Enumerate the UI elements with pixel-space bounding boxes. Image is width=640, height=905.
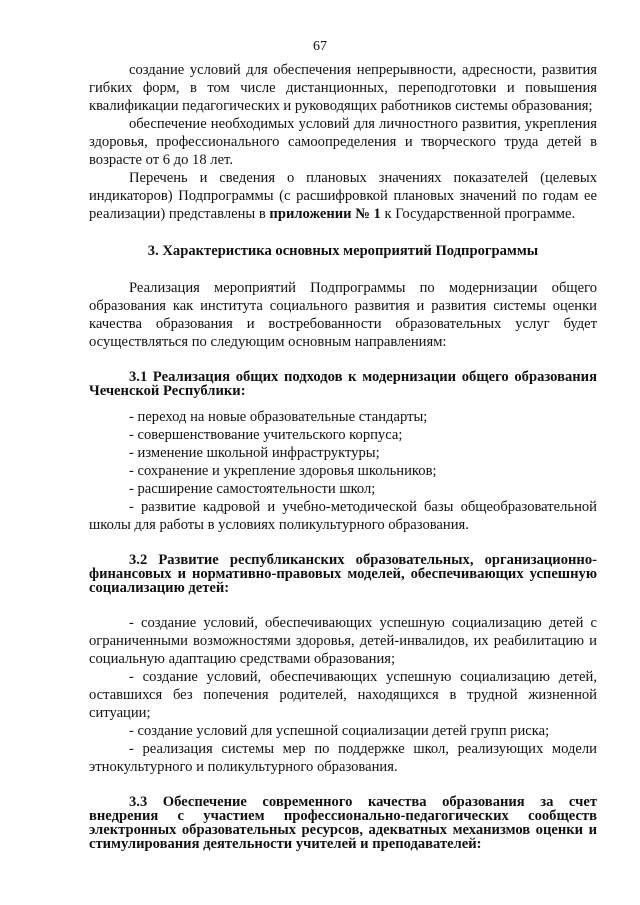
list-item: - совершенствование учительского корпуса; [129, 427, 403, 443]
intro-paragraph: Реализация мероприятий Подпрограммы по модернизации общего образования как института социального развития и развития системы оценки качества образования и востребованности образовательных услуг будет осуществляться по следующим основным направлениям: [89, 280, 597, 350]
indicators-paragraph [89, 169, 597, 223]
subsection-3-2-title: 3.2 Развитие республиканских образовательных, организационно-финансовых и нормативно-правовых моделей, обеспечивающих успешную социализацию детей: [89, 552, 597, 596]
list-item: - создание условий, обеспечивающих успешную социализацию детей, оставшихся без попечения родителей, находящихся в трудной жизненной ситуации; [89, 669, 597, 721]
list-item: - переход на новые образовательные стандарты; [129, 409, 428, 425]
list-item: - создание условий для успешной социализации детей групп риска; [129, 723, 550, 739]
subsection-3-1-title: 3.1 Реализация общих подходов к модернизации общего образования Чеченской Республики: [89, 369, 597, 399]
subsection-3-3-title: 3.3 Обеспечение современного качества образования за счет внедрения с участием профессионально-педагогических сообществ электронных образовательных ресурсов, адекватных механизмов оценки и стимулирования деятельности учителей и преподавателей: [89, 794, 597, 852]
page-content [89, 61, 597, 851]
paragraph: создание условий для обеспечения непрерывности, адресности, развития гибких форм, в том числе дистанционных, переподготовки и повышения квалификации педагогических и руководящих работников системы образования; [89, 62, 597, 114]
list-item: - развитие кадровой и учебно-методической базы общеобразовательной школы для работы в условиях поликультурного образования. [89, 499, 597, 533]
indicators-text-before: Перечень и сведения о плановых значениях показателей (целевых индикаторов) Подпрограммы (с расшифровкой плановых значений по годам ее реализации) представлены в [89, 170, 597, 222]
indicators-text-after: к Государственной программе. [380, 206, 576, 222]
list-item: - создание условий, обеспечивающих успешную социализацию детей с ограниченными возможностями здоровья, детей-инвалидов, их реабилитацию и социальную адаптацию средствами образования; [89, 615, 597, 667]
list-item: - расширение самостоятельности школ; [129, 481, 376, 497]
list-item: - сохранение и укрепление здоровья школьников; [129, 463, 437, 479]
appendix-reference: приложении № 1 [269, 206, 381, 222]
list-item: - изменение школьной инфраструктуры; [129, 445, 380, 461]
page-number: 67 [313, 39, 327, 54]
section-title: 3. Характеристика основных мероприятий Подпрограммы [147, 243, 539, 259]
list-item: - реализация системы мер по поддержке школ, реализующих модели этнокультурного и поликультурного образования. [89, 741, 597, 775]
paragraph: обеспечение необходимых условий для личностного развития, укрепления здоровья, профессионального самоопределения и творческого труда детей в возрасте от 6 до 18 лет. [89, 116, 597, 168]
